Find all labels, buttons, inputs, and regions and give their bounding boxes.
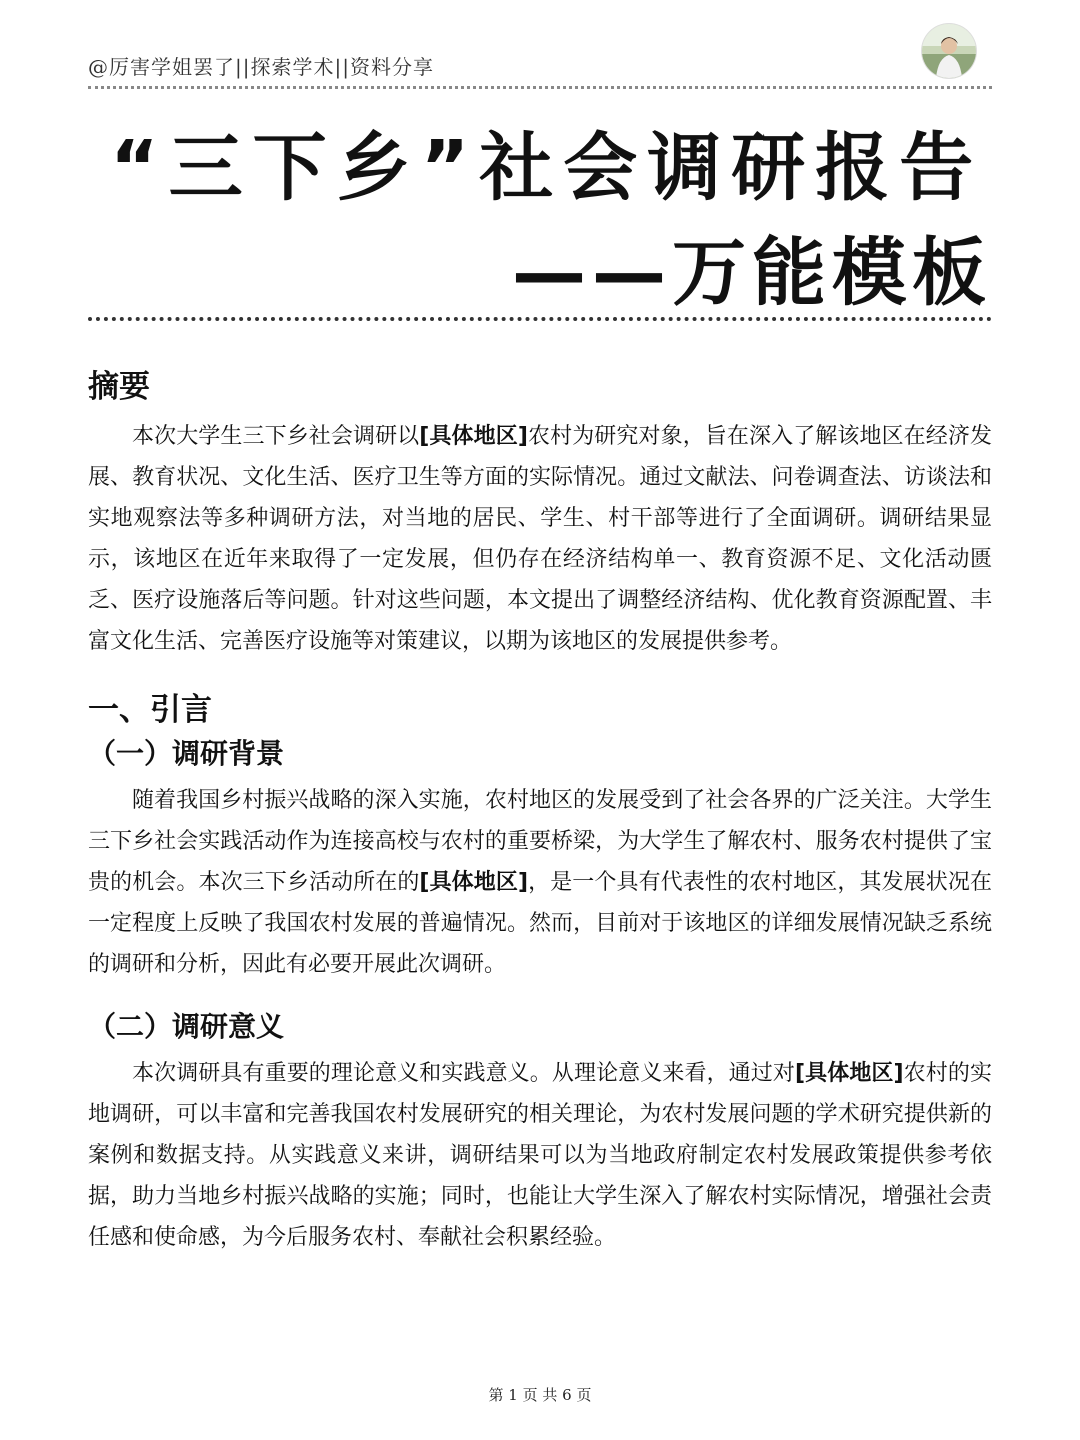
abstract-text-rest: 农村为研究对象，旨在深入了解该地区在经济发展、教育状况、文化生活、医疗卫生等方面的实际情况。通过文献法、问卷调查法、访谈法和实地观察法等多种调研方法，对当地的居民、学生、村干部等进行了全面调研。调研结果显示，该地区在近年来取得了一定发展，但仍存在经济结构单一、教育资源不足、文化活动匮乏、医疗设施落后等问题。针对这些问题，本文提出了调整经济结构、优化教育资源配置、丰富文化生活、完善医疗设施等对策建议，以期为该地区的发展提供参考。 xyxy=(88,424,992,654)
significance-text-start: 本次调研具有重要的理论意义和实践意义。从理论意义来看，通过对 xyxy=(132,1061,795,1086)
header-divider xyxy=(88,86,992,89)
placeholder-region: [具体地区] xyxy=(419,870,529,895)
abstract-text-start: 本次大学生三下乡社会调研以 xyxy=(132,424,420,449)
section-heading-introduction: 一、引言 xyxy=(88,692,212,728)
background-paragraph xyxy=(88,780,992,985)
subsection-heading-significance: （二）调研意义 xyxy=(88,1010,285,1043)
background-text-rest: ，是一个具有代表性的农村地区，其发展状况在一定程度上反映了我国农村发展的普遍情况。然而，目前对于该地区的详细发展情况缺乏系统的调研和分析，因此有必要开展此次调研。 xyxy=(88,870,992,977)
document-subtitle: ——万能模板 xyxy=(512,230,992,316)
header-watermark: @厉害学姐罢了||探索学术||资料分享 xyxy=(88,55,434,79)
abstract-paragraph xyxy=(88,416,992,662)
page-number: 第 1 页 共 6 页 xyxy=(488,1386,592,1404)
avatar-photo xyxy=(922,24,976,78)
document-title: “三下乡”社会调研报告 xyxy=(110,125,984,211)
avatar xyxy=(922,24,976,78)
background-text-start: 随着我国乡村振兴战略的深入实施，农村地区的发展受到了社会各界的广泛关注。大学生三下乡社会实践活动作为连接高校与农村的重要桥梁，为大学生了解农村、服务农村提供了宝贵的机会。本次三下乡活动所在的 xyxy=(88,788,992,895)
significance-text-rest: 农村的实地调研，可以丰富和完善我国农村发展研究的相关理论，为农村发展问题的学术研究提供新的案例和数据支持。从实践意义来讲，调研结果可以为当地政府制定农村发展政策提供参考依据，助力当地乡村振兴战略的实施；同时，也能让大学生深入了解农村实际情况，增强社会责任感和使命感，为今后服务农村、奉献社会积累经验。 xyxy=(88,1061,992,1250)
abstract-heading: 摘要 xyxy=(88,369,150,405)
placeholder-region: [具体地区] xyxy=(419,424,528,449)
significance-paragraph xyxy=(88,1053,992,1258)
document-body xyxy=(88,362,992,1258)
placeholder-region: [具体地区] xyxy=(794,1061,904,1086)
title-divider xyxy=(88,317,992,321)
subsection-heading-background: （一）调研背景 xyxy=(88,737,285,770)
